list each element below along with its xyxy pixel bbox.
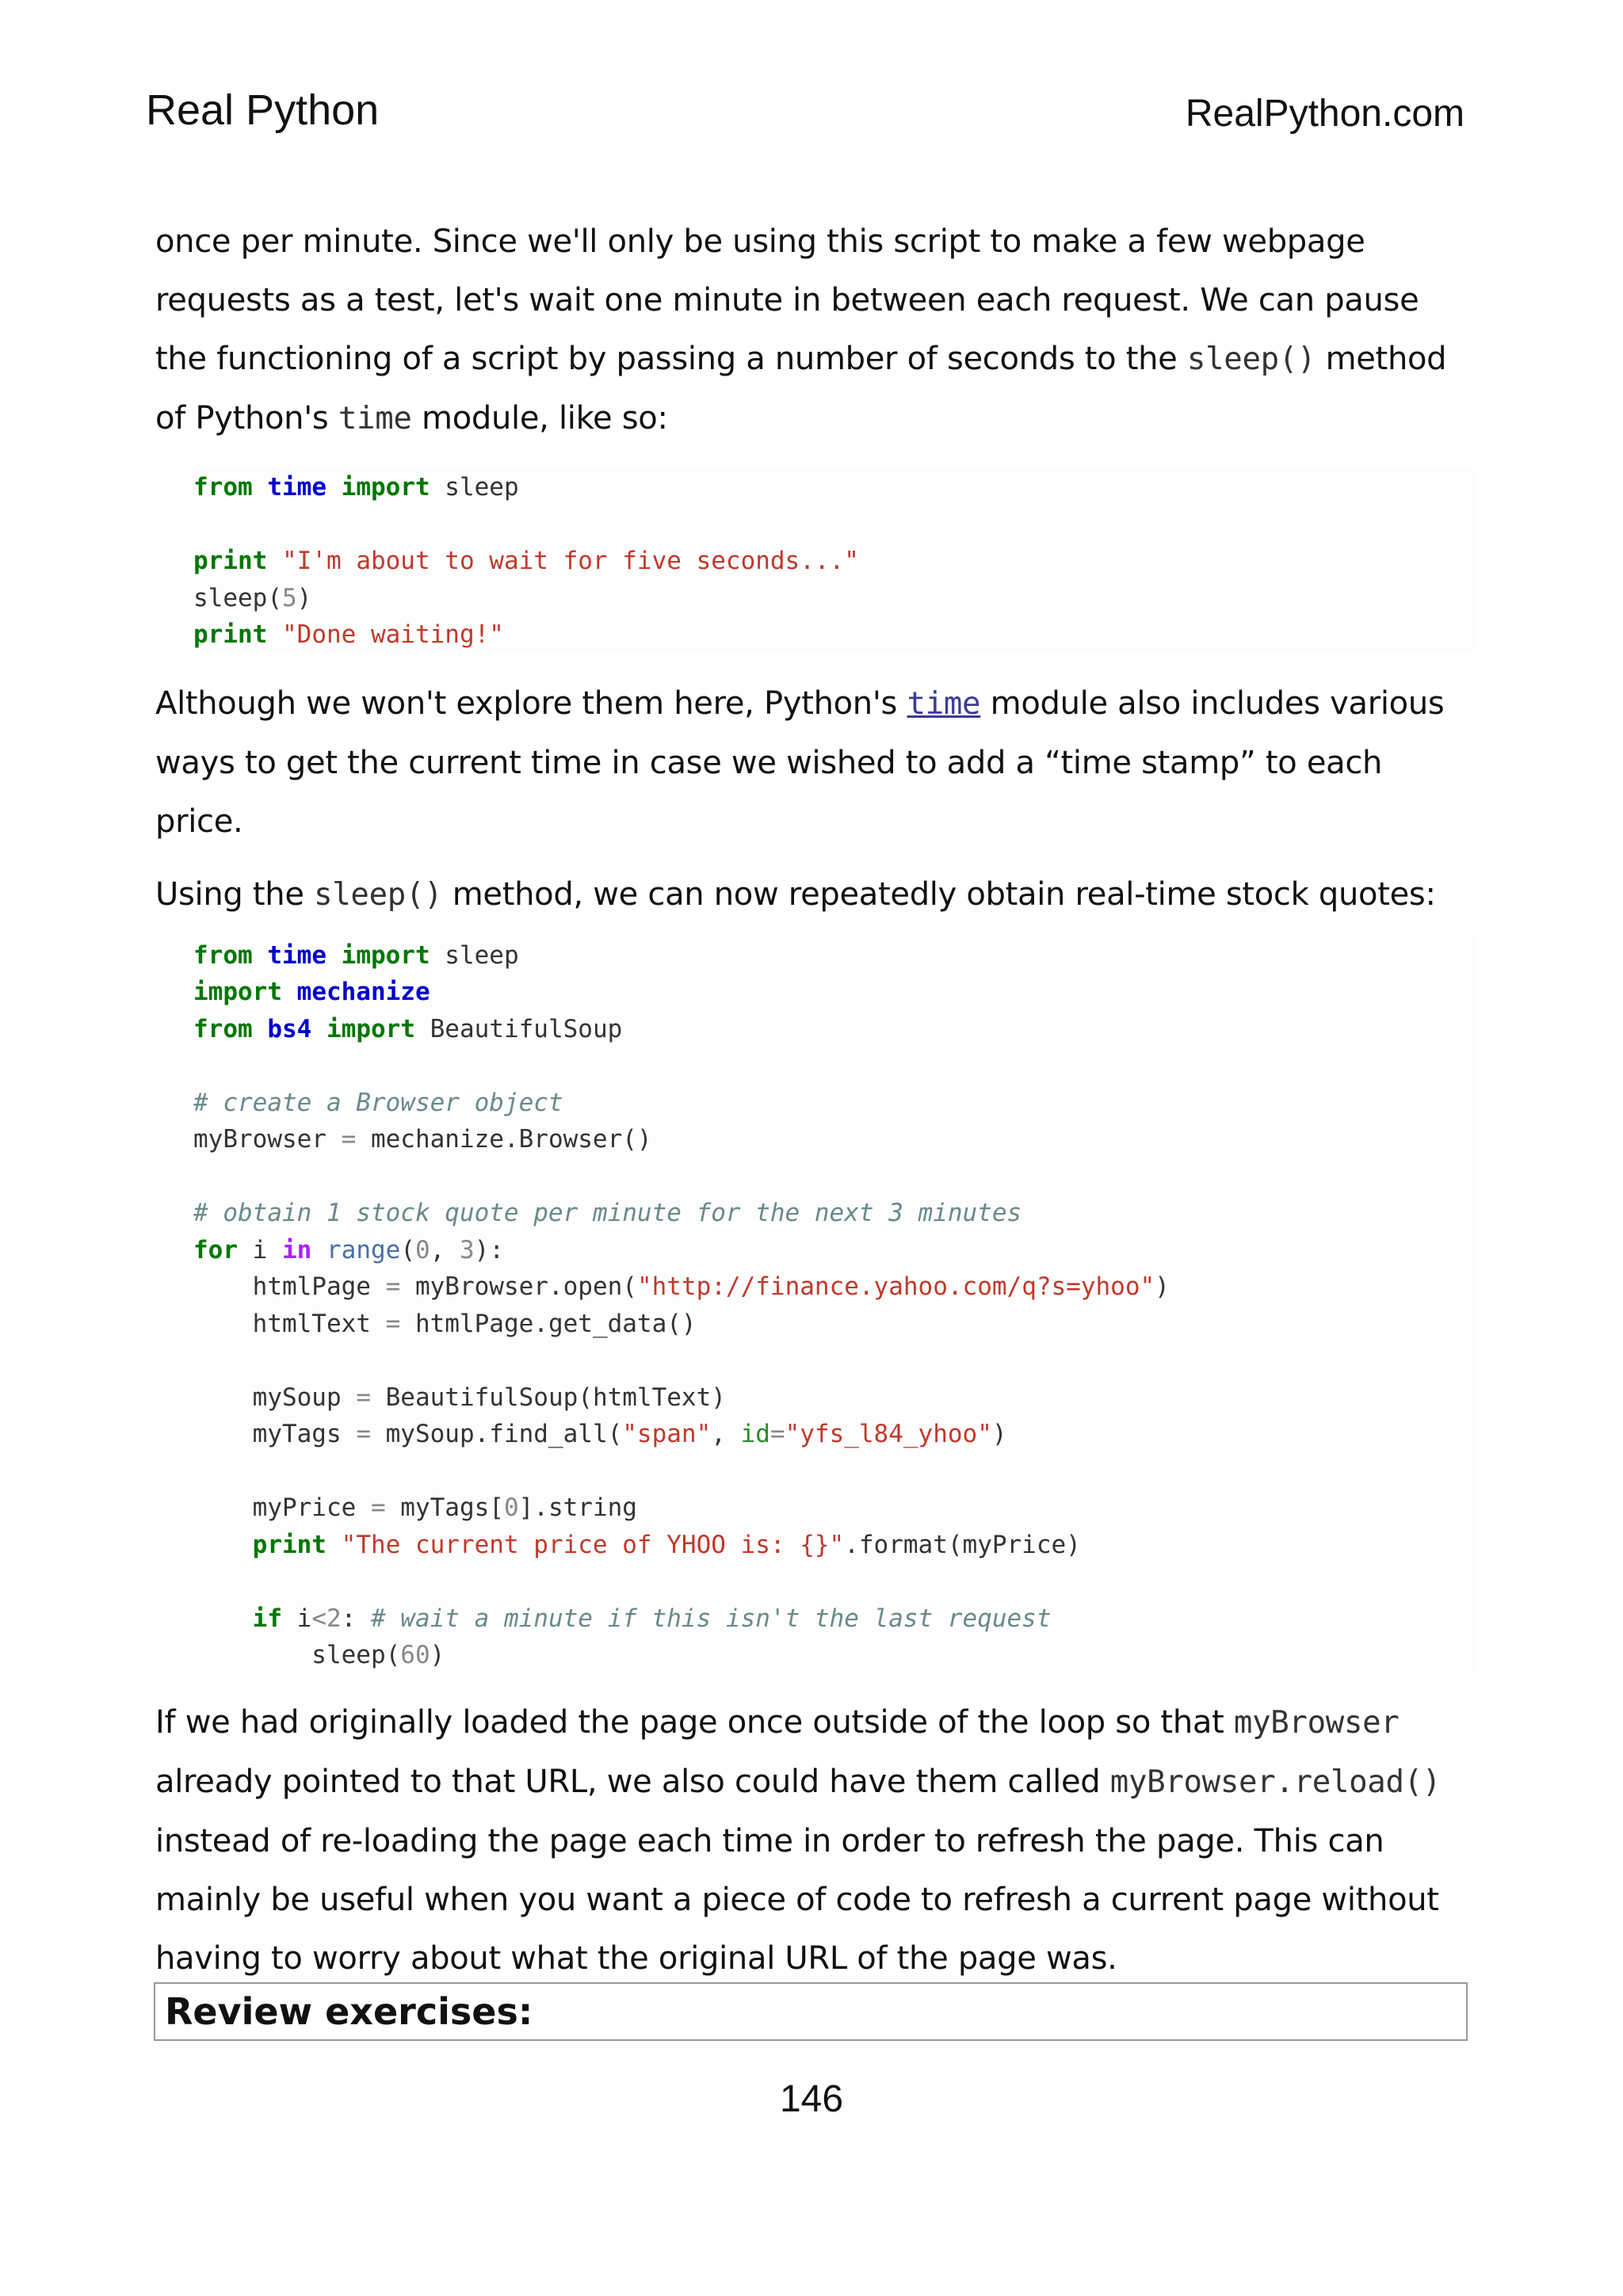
c2-kw: from (193, 1014, 253, 1043)
c1-mod: time (267, 473, 327, 502)
c2-text (193, 1531, 253, 1559)
c2-num: 0 (503, 1493, 519, 1522)
p1-text-1: once per minute. Since we'll only be using this script to make a few webpage requests as a test, let's wait one minute in between each request. We can pause the functioning of a script by passing a number of seconds to the (155, 223, 1419, 377)
c2-str: "http://finance.yahoo.com/q?s=yhoo" (636, 1272, 1155, 1301)
c2-text: i (238, 1235, 282, 1264)
c1-text: ) (296, 583, 312, 612)
p1-code-sleep: sleep() (1186, 341, 1316, 377)
c2-text: mechanize.Browser() (356, 1125, 652, 1154)
c2-text: htmlPage (193, 1272, 386, 1301)
c2-text: i (281, 1604, 312, 1633)
c2-text: ) (430, 1641, 445, 1669)
c2-op: = (356, 1420, 371, 1448)
c2-comment: # wait a minute if this isn't the last request (370, 1604, 1052, 1633)
c2-text: myTags (193, 1420, 357, 1448)
c1-kw: import (341, 473, 430, 502)
c2-builtin: range (327, 1235, 401, 1264)
c2-str: "span" (622, 1420, 712, 1448)
p4-text-1: If we had originally loaded the page once outside of the loop so that (155, 1703, 1234, 1741)
page-number: 146 (779, 2078, 844, 2120)
paragraph-3 (155, 865, 1476, 925)
c2-op: = (385, 1272, 401, 1301)
c2-text: myTags[ (385, 1493, 504, 1522)
p2-text-2: module also includes various ways to get the current time in case we wished to add a “time stamp” to each price. (155, 685, 1445, 840)
p4-text-3: instead of re-loading the page each time in order to refresh the page. This can mainly be useful when you want a piece of code to refresh a current page without having to worry about what the original URL of the page was. (155, 1822, 1439, 1977)
c2-text: sleep (430, 940, 519, 970)
c1-kw: print (193, 547, 268, 575)
c2-kw: print (252, 1530, 327, 1559)
c2-num: 2 (326, 1604, 342, 1633)
c2-str: "The current price of YHOO is: {}" (341, 1530, 845, 1559)
c2-num: 0 (415, 1235, 430, 1264)
c2-text: sleep( (193, 1641, 401, 1669)
c2-op: < (311, 1604, 327, 1633)
c2-text: : (341, 1604, 371, 1633)
c2-text: BeautifulSoup(htmlText) (370, 1383, 726, 1412)
header-brand: Real Python (146, 86, 380, 134)
header-site: RealPython.com (1185, 93, 1465, 135)
c2-text: mySoup (193, 1383, 357, 1412)
c2-text: BeautifulSoup (414, 1014, 623, 1043)
c2-kw: import (341, 940, 430, 970)
p2-text-1: Although we won't explore them here, Python's (155, 685, 907, 722)
p1-text-2: method of Python's (155, 341, 1447, 437)
c2-op: = (341, 1125, 357, 1154)
c2-text (193, 1604, 253, 1633)
p3-text-1: Using the (155, 875, 315, 913)
c2-kwarg: id (740, 1420, 770, 1448)
c2-kw-in: in (282, 1235, 312, 1264)
p3-text-2: method, we can now repeatedly obtain real-time stock quotes: (442, 875, 1436, 913)
c2-text (327, 1531, 342, 1559)
c2-kw: if (252, 1604, 282, 1633)
p4-code-reload: myBrowser.reload() (1109, 1764, 1442, 1800)
p1-text-3: module, like so: (411, 400, 668, 437)
c2-op: = (385, 1309, 401, 1338)
c2-text: myBrowser.open( (400, 1272, 637, 1301)
c1-str: "Done waiting!" (282, 620, 504, 649)
c1-text: sleep (430, 473, 519, 502)
c2-text: , (711, 1420, 741, 1448)
c2-text: htmlPage.get_data() (400, 1309, 697, 1338)
c2-text: , (430, 1235, 460, 1264)
c2-text: htmlText (193, 1309, 386, 1338)
c2-num: 3 (460, 1235, 475, 1264)
p4-text-2: already pointed to that URL, we also could have them called (155, 1763, 1110, 1800)
c2-text: ( (400, 1235, 415, 1264)
c1-text: sleep( (193, 583, 282, 612)
code-block-2 (193, 937, 1476, 1674)
c2-text: myPrice (193, 1493, 371, 1522)
c2-text: ) (1155, 1272, 1170, 1301)
paragraph-1 (155, 212, 1476, 448)
c2-mod: bs4 (267, 1014, 312, 1043)
time-module-link[interactable]: time (907, 685, 981, 722)
c2-mod: time (267, 940, 327, 970)
paragraph-4 (155, 1693, 1476, 1988)
p3-code-sleep: sleep() (314, 876, 443, 913)
c2-op: = (769, 1420, 785, 1448)
c2-kw: from (193, 940, 253, 970)
c1-kw: print (193, 620, 268, 649)
c2-text: .format(myPrice) (844, 1530, 1081, 1559)
page-content (155, 212, 1476, 1988)
c2-kw: import (327, 1014, 415, 1043)
c2-text: ): (474, 1235, 504, 1264)
c2-comment: # obtain 1 stock quote per minute for the next 3 minutes (193, 1199, 1022, 1227)
p4-code-mybrowser: myBrowser (1233, 1704, 1400, 1741)
paragraph-2 (155, 674, 1476, 851)
c2-op: = (370, 1493, 386, 1522)
c2-mod: mechanize (296, 978, 430, 1006)
c2-op: = (356, 1383, 371, 1412)
p1-code-time: time (338, 401, 412, 437)
c2-str: "yfs_l84_yhoo" (785, 1420, 992, 1448)
c1-str: "I'm about to wait for five seconds..." (282, 547, 859, 575)
review-exercises-heading: Review exercises: (154, 1982, 1468, 2041)
c2-kw: for (193, 1235, 238, 1264)
c2-text: ].string (518, 1493, 637, 1522)
code-block-1 (193, 469, 1476, 654)
c1-kw: from (193, 473, 253, 502)
c1-num: 5 (281, 583, 297, 612)
c2-text: mySoup.find_all( (370, 1420, 623, 1448)
c2-kw: import (193, 978, 282, 1006)
c2-text: ) (991, 1420, 1007, 1448)
c2-num: 60 (400, 1641, 430, 1669)
c2-text: myBrowser (193, 1125, 342, 1154)
c2-comment: # create a Browser object (193, 1088, 563, 1117)
